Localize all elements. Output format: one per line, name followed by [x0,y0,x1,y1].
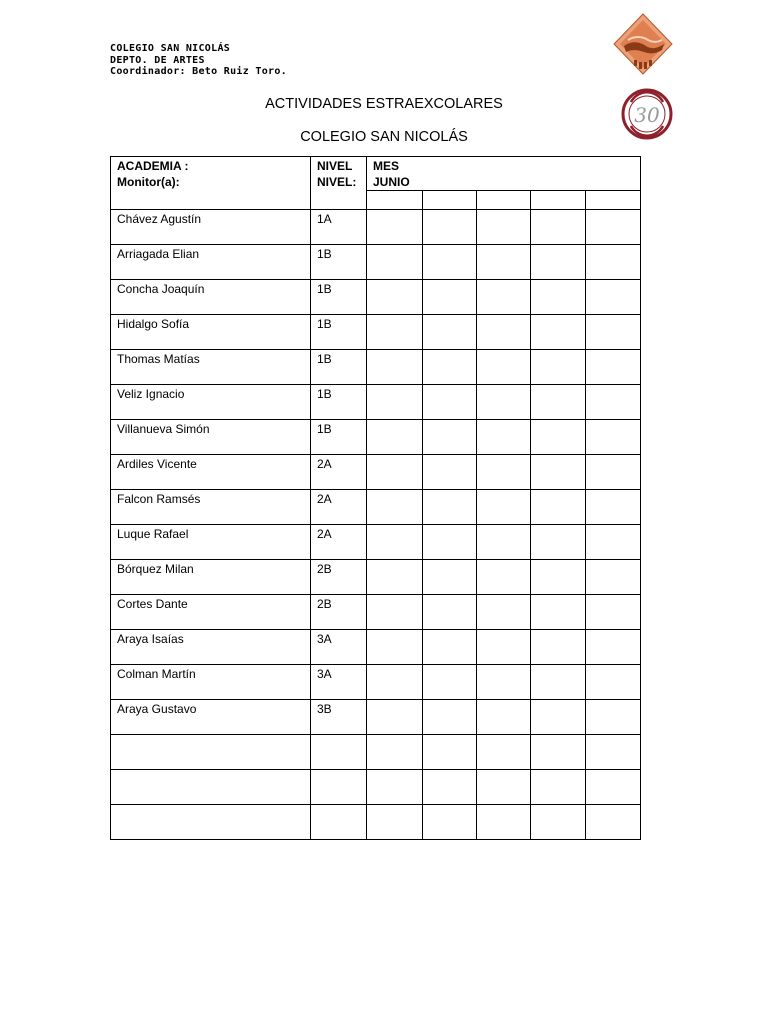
student-level: 1B [311,245,367,280]
table-row [111,665,641,700]
nivel-header-cell [311,157,367,210]
date-cell[interactable] [423,191,477,210]
student-level [311,770,367,805]
attendance-cell[interactable] [531,385,586,420]
attendance-cell[interactable] [586,525,641,560]
student-level: 1B [311,385,367,420]
attendance-cell[interactable] [477,280,531,315]
student-level: 2B [311,560,367,595]
table-row [111,245,641,280]
academia-label: ACADEMIA : [117,159,189,173]
attendance-cell[interactable] [423,560,477,595]
table-row [111,770,641,805]
student-name: Falcon Ramsés [111,490,311,525]
attendance-cell[interactable] [367,210,423,245]
student-level: 2B [311,595,367,630]
attendance-cell[interactable] [531,630,586,665]
student-name: Arriagada Elian [111,245,311,280]
mes-label: MES [373,159,400,173]
attendance-cell[interactable] [423,490,477,525]
table-row [111,700,641,735]
attendance-cell[interactable] [477,455,531,490]
attendance-cell[interactable] [586,700,641,735]
attendance-cell[interactable] [586,315,641,350]
page-title: ACTIVIDADES ESTRAEXCOLARES [265,96,503,112]
coordinator-name: Coordinador: Beto Ruiz Toro. [110,66,287,77]
student-level [311,805,367,840]
attendance-cell[interactable] [423,350,477,385]
attendance-cell[interactable] [477,490,531,525]
attendance-cell[interactable] [531,315,586,350]
attendance-cell[interactable] [477,630,531,665]
attendance-cell[interactable] [367,315,423,350]
attendance-cell[interactable] [367,630,423,665]
attendance-cell[interactable] [423,280,477,315]
date-cell[interactable] [367,191,423,210]
attendance-cell[interactable] [367,350,423,385]
school-name: COLEGIO SAN NICOLÁS [110,43,231,54]
attendance-cell[interactable] [586,210,641,245]
attendance-cell[interactable] [531,560,586,595]
student-name: Araya Isaías [111,630,311,665]
attendance-cell[interactable] [531,280,586,315]
attendance-cell[interactable] [367,455,423,490]
student-name: Ardiles Vicente [111,455,311,490]
attendance-cell[interactable] [586,280,641,315]
attendance-cell[interactable] [367,490,423,525]
student-level: 1B [311,350,367,385]
date-cell[interactable] [477,191,531,210]
student-name: Cortes Dante [111,595,311,630]
attendance-cell[interactable] [423,525,477,560]
attendance-cell[interactable] [586,350,641,385]
student-level: 2A [311,490,367,525]
table-header-row [111,157,641,191]
attendance-cell[interactable] [423,595,477,630]
attendance-cell[interactable] [477,245,531,280]
student-name: Hidalgo Sofía [111,315,311,350]
table-row [111,735,641,770]
attendance-cell[interactable] [586,420,641,455]
student-name: Thomas Matías [111,350,311,385]
attendance-cell[interactable] [423,315,477,350]
student-name: Concha Joaquín [111,280,311,315]
attendance-cell[interactable] [531,700,586,735]
svg-text:30: 30 [634,103,660,127]
attendance-cell[interactable] [367,595,423,630]
academia-cell [111,157,311,210]
table-row [111,350,641,385]
attendance-cell[interactable] [477,525,531,560]
attendance-cell[interactable] [477,350,531,385]
attendance-cell[interactable] [367,385,423,420]
student-level: 1A [311,210,367,245]
student-name: Veliz Ignacio [111,385,311,420]
student-level: 2A [311,455,367,490]
attendance-cell[interactable] [477,315,531,350]
attendance-cell[interactable] [423,245,477,280]
student-level: 2A [311,525,367,560]
student-level: 1B [311,280,367,315]
table-row [111,420,641,455]
student-level: 3B [311,700,367,735]
attendance-table [110,156,641,840]
nivel-label-2: NIVEL: [317,175,357,189]
monitor-label: Monitor(a): [117,175,180,189]
attendance-cell[interactable] [367,245,423,280]
student-level: 3A [311,630,367,665]
attendance-cell[interactable] [531,245,586,280]
attendance-cell[interactable] [477,770,531,805]
attendance-cell[interactable] [586,455,641,490]
attendance-cell[interactable] [423,665,477,700]
attendance-cell[interactable] [423,420,477,455]
table-row [111,315,641,350]
attendance-cell[interactable] [367,665,423,700]
attendance-cell[interactable] [477,700,531,735]
student-level: 1B [311,315,367,350]
table-row [111,210,641,245]
attendance-cell[interactable] [367,770,423,805]
hands-logo-icon [612,12,674,76]
attendance-cell[interactable] [423,735,477,770]
student-name [111,770,311,805]
attendance-cell[interactable] [423,805,477,840]
attendance-cell[interactable] [586,805,641,840]
student-name: Chávez Agustín [111,210,311,245]
student-name: Luque Rafael [111,525,311,560]
attendance-cell[interactable] [586,595,641,630]
attendance-cell[interactable] [367,560,423,595]
attendance-cell[interactable] [586,560,641,595]
student-name: Araya Gustavo [111,700,311,735]
school-header [110,43,287,78]
student-level: 3A [311,665,367,700]
table-row [111,455,641,490]
attendance-cell[interactable] [586,735,641,770]
attendance-cell[interactable] [531,490,586,525]
attendance-cell[interactable] [423,700,477,735]
table-row [111,385,641,420]
mes-header-cell [367,157,641,191]
student-name: Villanueva Simón [111,420,311,455]
attendance-cell[interactable] [531,210,586,245]
table-row [111,630,641,665]
mes-value: JUNIO [373,175,410,189]
attendance-cell[interactable] [531,525,586,560]
table-row [111,525,641,560]
attendance-cell[interactable] [586,490,641,525]
attendance-cell[interactable] [423,770,477,805]
student-level [311,735,367,770]
table-row [111,595,641,630]
page-subtitle: COLEGIO SAN NICOLÁS [300,129,468,145]
attendance-cell[interactable] [531,420,586,455]
attendance-cell[interactable] [586,385,641,420]
student-name [111,805,311,840]
attendance-cell[interactable] [477,735,531,770]
attendance-cell[interactable] [367,700,423,735]
attendance-cell[interactable] [531,455,586,490]
student-level: 1B [311,420,367,455]
attendance-cell[interactable] [531,805,586,840]
attendance-cell[interactable] [586,630,641,665]
attendance-cell[interactable] [477,595,531,630]
attendance-cell[interactable] [531,350,586,385]
department-name: DEPTO. DE ARTES [110,54,205,66]
attendance-cell[interactable] [423,630,477,665]
table-row [111,280,641,315]
attendance-cell[interactable] [477,805,531,840]
attendance-cell[interactable] [423,455,477,490]
attendance-cell[interactable] [477,385,531,420]
attendance-cell[interactable] [367,280,423,315]
attendance-cell[interactable] [423,210,477,245]
attendance-cell[interactable] [367,735,423,770]
nivel-label: NIVEL [317,159,353,173]
attendance-cell[interactable] [531,770,586,805]
attendance-cell[interactable] [423,385,477,420]
attendance-cell[interactable] [586,665,641,700]
attendance-cell[interactable] [477,665,531,700]
attendance-cell[interactable] [477,420,531,455]
table-row [111,490,641,525]
student-name: Colman Martín [111,665,311,700]
attendance-cell[interactable] [367,805,423,840]
date-cell[interactable] [586,191,641,210]
attendance-cell[interactable] [531,595,586,630]
attendance-cell[interactable] [477,560,531,595]
table-row [111,560,641,595]
attendance-cell[interactable] [531,735,586,770]
student-name [111,735,311,770]
attendance-cell[interactable] [477,210,531,245]
attendance-cell[interactable] [367,525,423,560]
attendance-cell[interactable] [586,245,641,280]
attendance-cell[interactable] [367,420,423,455]
attendance-cell[interactable] [586,770,641,805]
table-row [111,805,641,840]
attendance-cell[interactable] [531,665,586,700]
student-name: Bórquez Milan [111,560,311,595]
date-cell[interactable] [531,191,586,210]
